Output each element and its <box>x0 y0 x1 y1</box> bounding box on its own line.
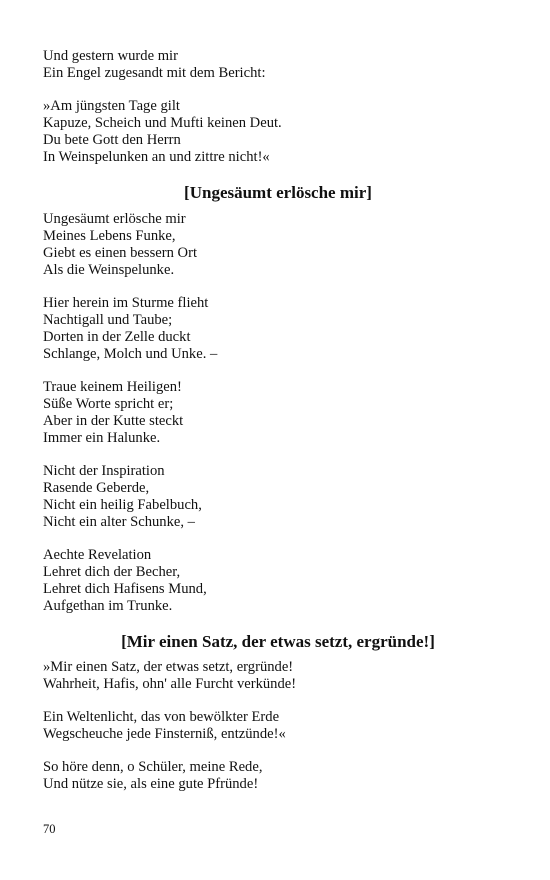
verse-line: Nachtigall und Taube; <box>43 312 173 328</box>
verse-line: Nicht der Inspiration <box>43 463 165 479</box>
verse-line: Meines Lebens Funke, <box>43 228 176 244</box>
verse-line: Wahrheit, Hafis, ohn' alle Furcht verkünde! <box>43 676 297 692</box>
stanza <box>43 98 513 166</box>
poem-title: [Ungesäumt erlösche mir] <box>184 183 372 202</box>
stanza <box>43 211 513 279</box>
stanza <box>43 463 513 531</box>
verse-line: Aufgethan im Trunke. <box>43 598 173 614</box>
verse-line: Aber in der Kutte steckt <box>43 413 184 429</box>
verse-line: Und nütze sie, als eine gute Pfründe! <box>43 776 259 792</box>
poem-page <box>43 48 513 809</box>
verse-line: Giebt es einen bessern Ort <box>43 245 197 261</box>
verse-line: So höre denn, o Schüler, meine Rede, <box>43 759 263 775</box>
verse-line: Rasende Geberde, <box>43 480 150 496</box>
verse-line: Hier herein im Sturme flieht <box>43 295 209 311</box>
poem-ungesaeumt <box>43 182 513 615</box>
verse-line: »Mir einen Satz, der etwas setzt, ergründe! <box>43 659 294 675</box>
verse-line: Ungesäumt erlösche mir <box>43 211 186 227</box>
stanza <box>43 295 513 363</box>
verse-line: Aechte Revelation <box>43 547 152 563</box>
verse-line: In Weinspelunken an und zittre nicht!« <box>43 149 270 165</box>
page-number: 70 <box>43 822 56 836</box>
poem-title: [Mir einen Satz, der etwas setzt, ergründe!] <box>121 632 435 651</box>
stanza <box>43 48 513 82</box>
verse-line: Kapuze, Scheich und Mufti keinen Deut. <box>43 115 282 131</box>
verse-line: Nicht ein alter Schunke, – <box>43 514 195 530</box>
verse-line: Traue keinem Heiligen! <box>43 379 182 395</box>
verse-line: Als die Weinspelunke. <box>43 262 175 278</box>
stanza <box>43 759 513 793</box>
verse-line: Lehret dich der Becher, <box>43 564 181 580</box>
verse-line: Ein Engel zugesandt mit dem Bericht: <box>43 65 266 81</box>
verse-line: Immer ein Halunke. <box>43 430 161 446</box>
stanza <box>43 379 513 447</box>
verse-line: Lehret dich Hafisens Mund, <box>43 581 207 597</box>
verse-line: Dorten in der Zelle duckt <box>43 329 191 345</box>
intro-section <box>43 48 513 166</box>
verse-line: Nicht ein heilig Fabelbuch, <box>43 497 202 513</box>
verse-line: Du bete Gott den Herrn <box>43 132 181 148</box>
verse-line: Ein Weltenlicht, das von bewölkter Erde <box>43 709 280 725</box>
verse-line: »Am jüngsten Tage gilt <box>43 98 180 114</box>
stanza <box>43 547 513 615</box>
stanza <box>43 659 513 693</box>
verse-line: Süße Worte spricht er; <box>43 396 174 412</box>
poem-mir-einen-satz <box>43 631 513 793</box>
verse-line: Wegscheuche jede Finsterniß, entzünde!« <box>43 726 286 742</box>
stanza <box>43 709 513 743</box>
verse-line: Schlange, Molch und Unke. – <box>43 346 218 362</box>
verse-line: Und gestern wurde mir <box>43 48 178 64</box>
